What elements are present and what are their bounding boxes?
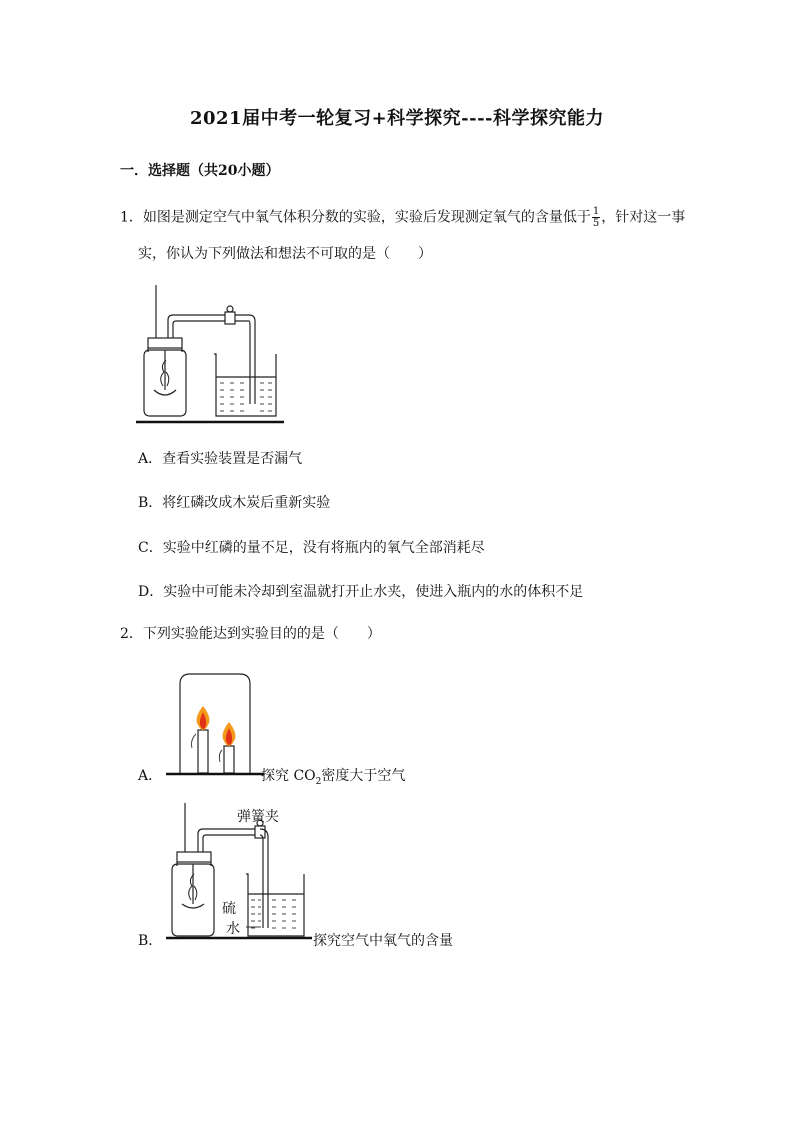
caption-text: 探究 CO: [261, 768, 316, 784]
option-d: D．实验中可能未冷却到室温就打开止水夹，使进入瓶内的水的体积不足: [138, 584, 584, 600]
question-text-continued: ，针对这一事: [601, 209, 686, 226]
page-title: 2021届中考一轮复习+科学探究----科学探究能力: [189, 108, 605, 129]
label-sulfur: 硫: [222, 901, 236, 917]
caption-text-continued: 密度大于空气: [321, 768, 406, 784]
question-text: 如图是测定空气中氧气体积分数的实验，实验后发现测定氧气的含量低于: [142, 209, 591, 226]
question-1-line-2: 实，你认为下列做法和想法不可取的是（ ）: [138, 246, 432, 262]
option-b-caption: 探究空气中氧气的含量: [313, 933, 453, 949]
figure-candles-beaker: [160, 670, 270, 780]
fraction: [592, 206, 600, 229]
option-a-letter: A．: [138, 768, 163, 784]
question-1-line-1: [120, 206, 685, 229]
fraction-numerator: 1: [592, 206, 600, 217]
option-b: B．将红磷改成木炭后重新实验: [138, 495, 331, 511]
fraction-denominator: 5: [592, 218, 600, 229]
option-a: A．查看实验装置是否漏气: [138, 451, 303, 467]
subscript: 2: [315, 776, 322, 787]
question-text: 下列实验能达到实验目的的是（ ）: [142, 626, 381, 642]
question-number: 2．: [120, 626, 143, 642]
figure-oxygen-apparatus-1: [136, 282, 296, 427]
option-b-letter: B．: [138, 933, 163, 949]
option-c: C．实验中红磷的量不足，没有将瓶内的氧气全部消耗尽: [138, 540, 485, 556]
section-heading: 一．选择题（共20小题）: [120, 163, 280, 179]
question-number: 1．: [120, 209, 143, 226]
question-2: [120, 624, 381, 644]
label-water: 水: [226, 921, 240, 937]
label-spring-clip: 弹簧夹: [237, 809, 279, 825]
option-a-caption: [261, 765, 405, 787]
